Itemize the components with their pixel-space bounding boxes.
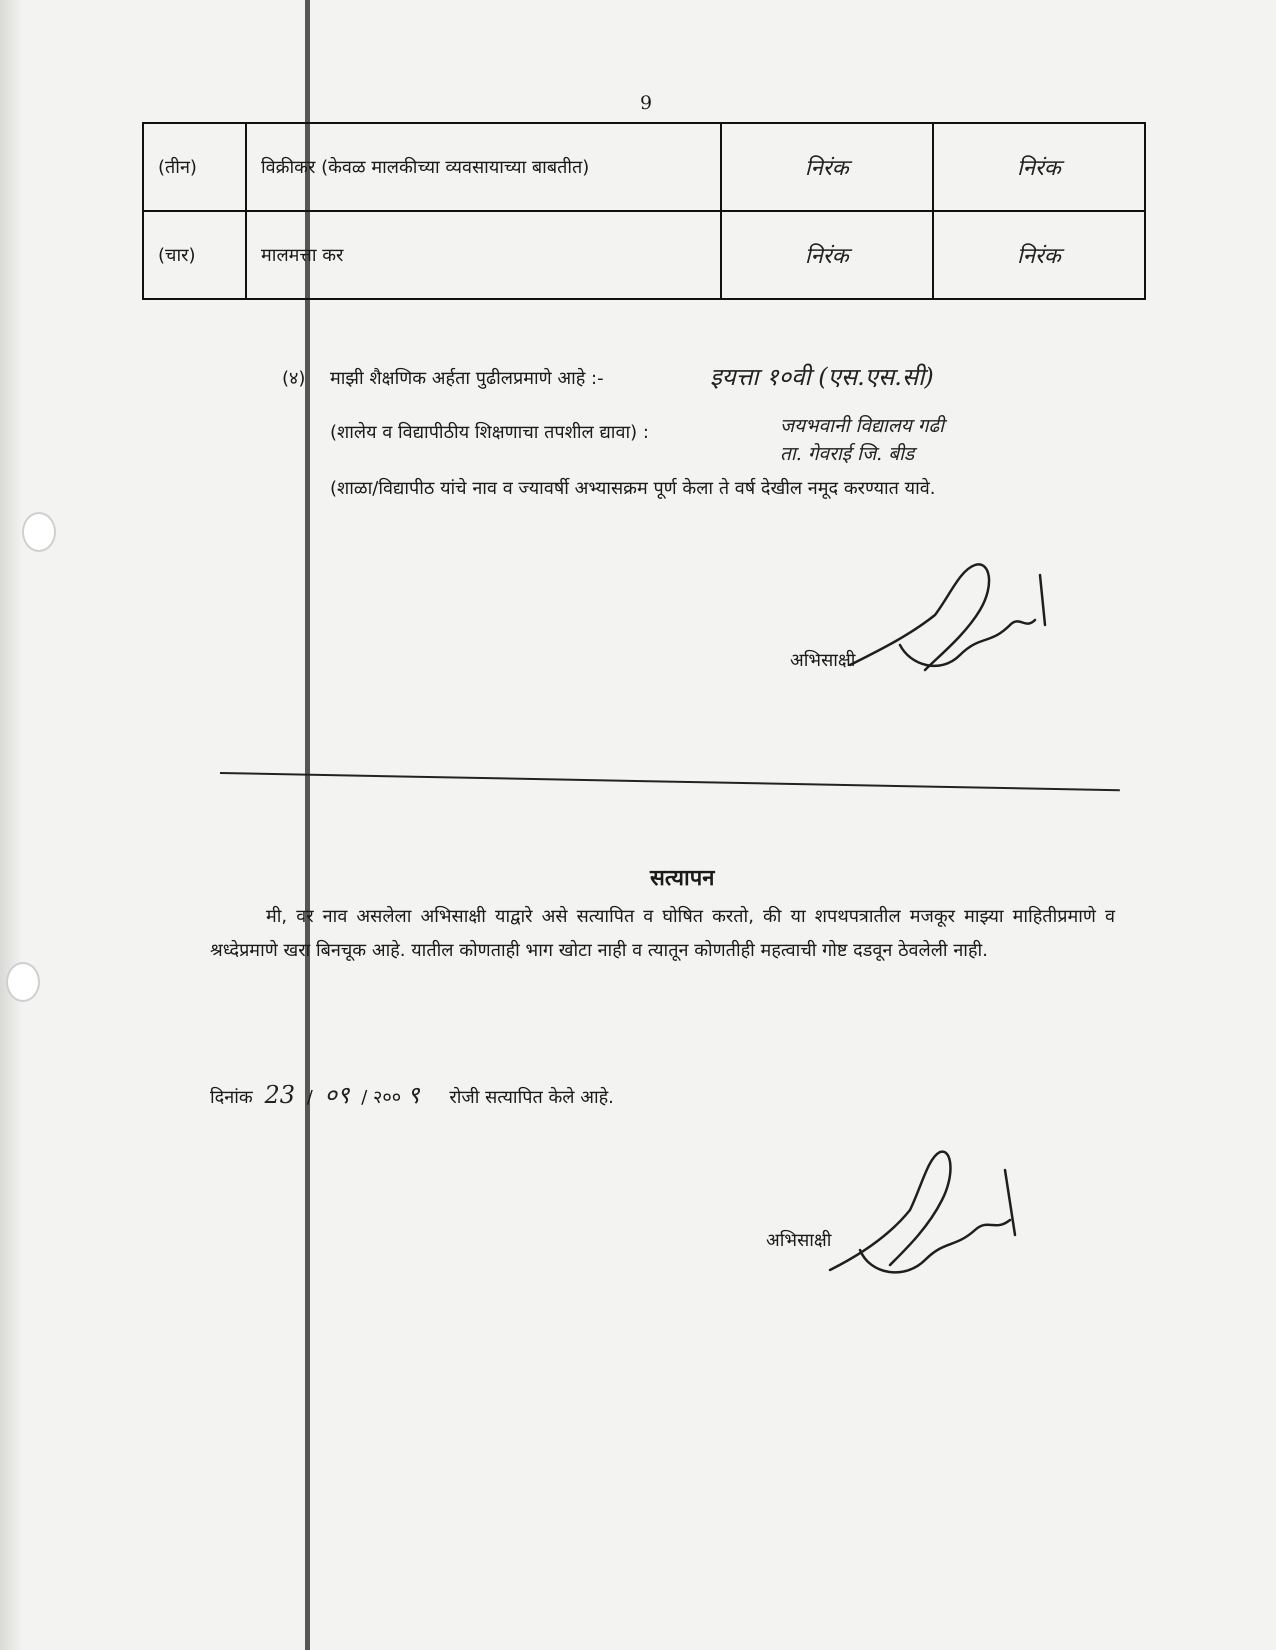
education-note: (शाळा/विद्यापीठ यांचे नाव व ज्यावर्षी अभ्यासक्रम पूर्ण केला ते वर्ष देखील नमूद करण्यात यावे. [330, 478, 936, 499]
punch-hole-top [22, 512, 56, 552]
education-number: (४) [282, 368, 306, 389]
date-suffix: रोजी सत्यापित केले आहे. [449, 1087, 614, 1108]
handwritten-value: निरंक [721, 211, 933, 299]
education-answer: इयत्ता १०वी (एस.एस.सी) [710, 363, 934, 391]
table-row [143, 211, 1145, 299]
handwritten-value: निरंक [933, 211, 1145, 299]
date-year-prefix: / २०० [361, 1087, 402, 1108]
row-number: (चार) [143, 211, 246, 299]
education-statement: माझी शैक्षणिक अर्हता पुढीलप्रमाणे आहे :- [330, 368, 604, 389]
education-detail-instruction: (शालेय व विद्यापीठीय शिक्षणाचा तपशील द्यावा) : [330, 422, 649, 443]
deponent-signature-1 [840, 555, 1070, 705]
date-year-suffix: ९ [407, 1081, 420, 1109]
verification-date-row: दिनांक 23 / ०९ / २०० ९ रोजी सत्यापित केले आहे. [210, 1081, 614, 1109]
date-day: 23 [264, 1081, 295, 1109]
handwritten-value: निरंक [933, 123, 1145, 211]
page-edge-shadow [0, 0, 22, 1650]
table-row [143, 123, 1145, 211]
tax-table [142, 122, 1146, 300]
verification-heading: सत्यापन [650, 866, 715, 891]
date-label: दिनांक [210, 1087, 253, 1108]
punch-hole-bottom [6, 962, 40, 1002]
row-number: (तीन) [143, 123, 246, 211]
deponent-label-bottom: अभिसाक्षी [766, 1230, 832, 1251]
verification-paragraph: मी, वर नाव असलेला अभिसाक्षी याद्वारे असे सत्यापित व घोषित करतो, की या शपथपत्रातील मजकूर माझ्या माहितीप्रमाणे व श्रध्देप्रमाणे खरा बिनचूक आहे. यातील कोणताही भाग खोटा नाही व त्यातून कोणतीही महत्वाची गोष्ट दडवून ठेवलेली नाही. [210, 906, 1115, 961]
date-month: ०९ [324, 1081, 350, 1109]
row-description: विक्रीकर (केवळ मालकीच्या व्यवसायाच्या बाबतीत) [246, 123, 721, 211]
education-school-line1: जयभवानी विद्यालय गढी [780, 415, 945, 437]
education-school-line2: ता. गेवराई जि. बीड [780, 443, 915, 465]
row-description: मालमत्ता कर [246, 211, 721, 299]
page-number: 9 [640, 92, 653, 114]
deponent-label-top: अभिसाक्षी [790, 650, 856, 671]
section-divider [220, 772, 1120, 791]
deponent-signature-2 [810, 1140, 1040, 1310]
handwritten-value: निरंक [721, 123, 933, 211]
